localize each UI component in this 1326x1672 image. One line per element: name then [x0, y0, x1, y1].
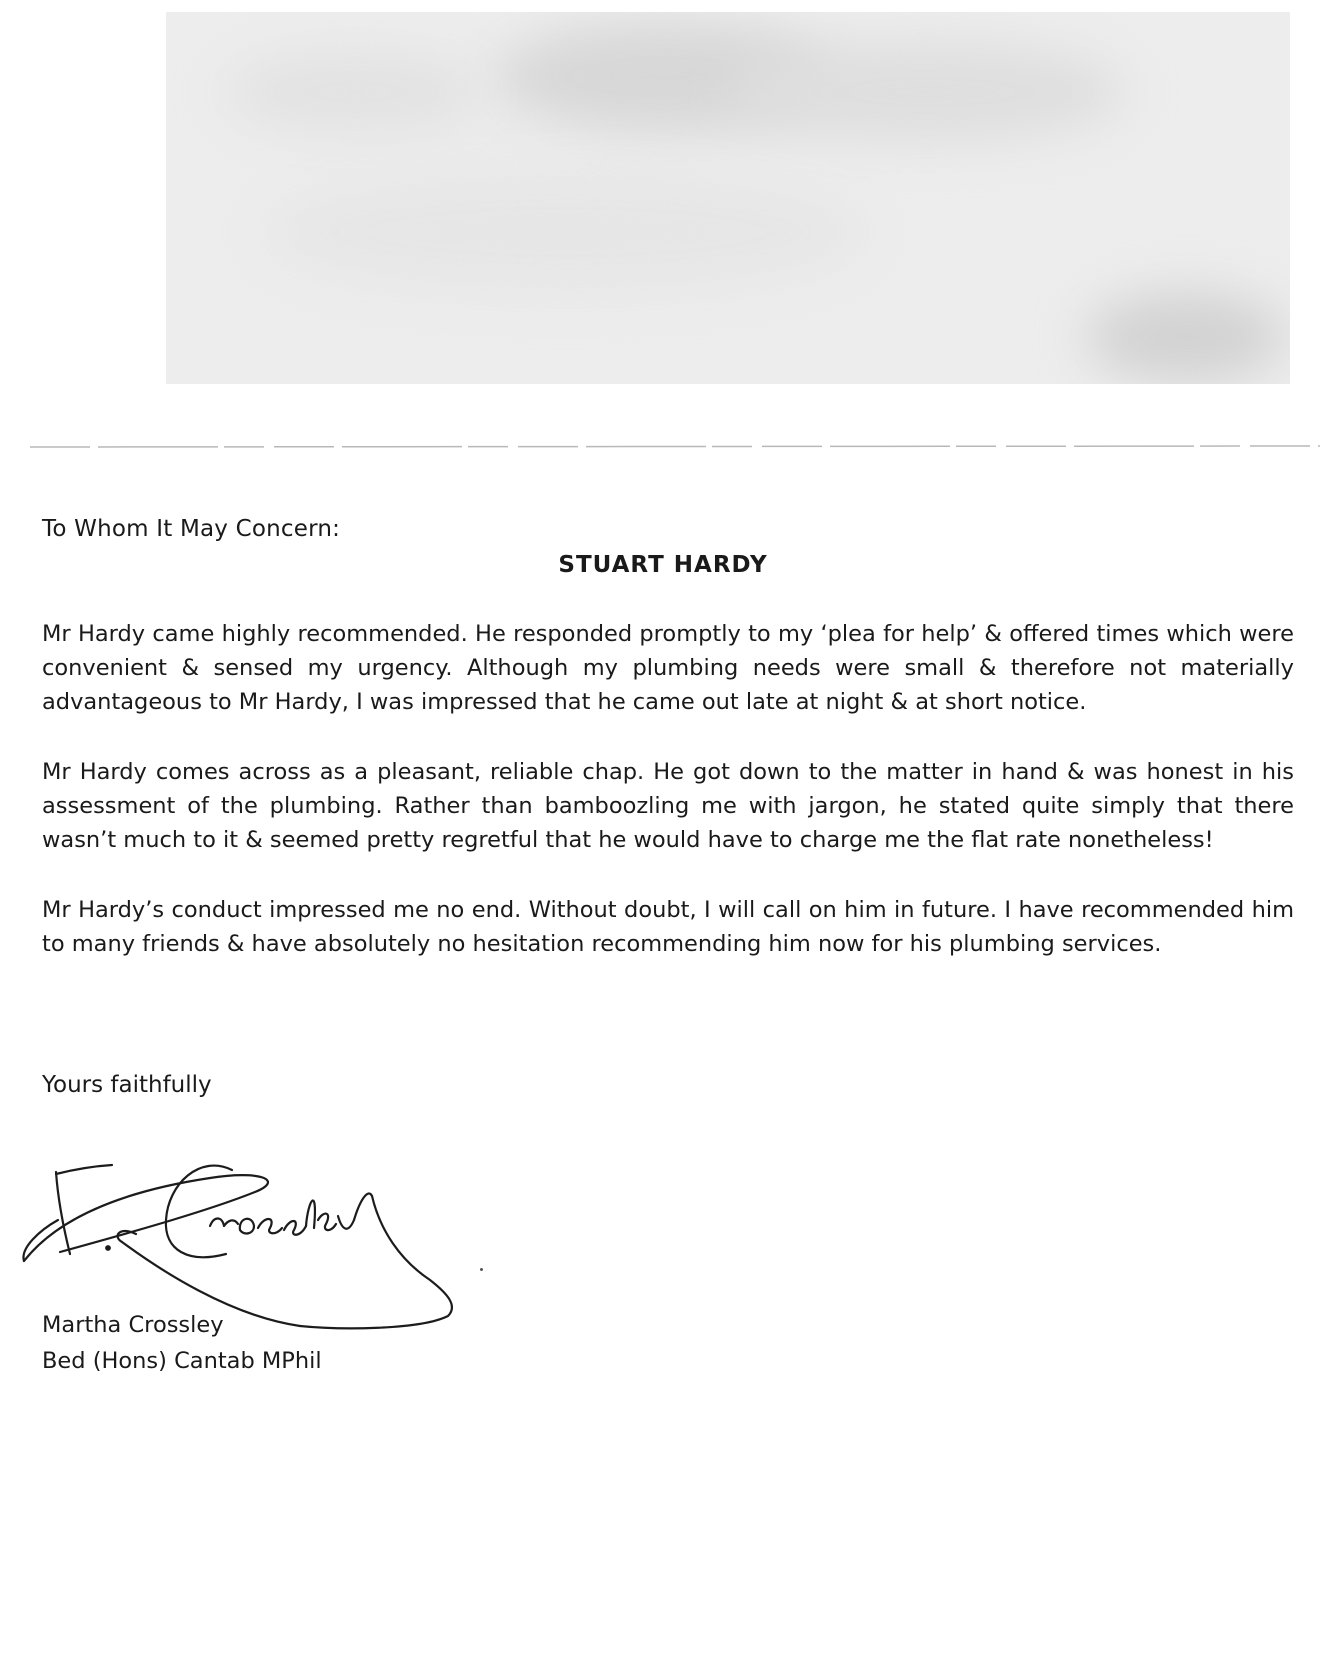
signatory-credentials: Bed (Hons) Cantab MPhil	[42, 1348, 322, 1374]
signatory-name: Martha Crossley	[42, 1312, 224, 1338]
closing: Yours faithfully	[42, 1072, 212, 1098]
salutation: To Whom It May Concern:	[42, 516, 341, 542]
header-separator-line	[0, 444, 1326, 450]
body-paragraph: Mr Hardy’s conduct impressed me no end. Without doubt, I will call on him in future. I have recommended him to many friends & have absolutely no hesitation recommending him now for his plumbing services.	[42, 897, 1294, 957]
body-paragraph: Mr Hardy came highly recommended. He responded promptly to my ‘plea for help’ & offered times which were convenient & sensed my urgency. Although my plumbing needs were small & therefore not materially advantageous to Mr Hardy, I was impressed that he came out late at night & at short notice.	[42, 621, 1294, 715]
letter-title: STUART HARDY	[558, 552, 768, 578]
body-paragraph: Mr Hardy comes across as a pleasant, reliable chap. He got down to the matter in hand & was honest in his assessment of the plumbing. Rather than bamboozling me with jargon, he stated quite simply that there wasn’t much to it & seemed pretty regretful that he would have to charge me the flat rate nonetheless!	[42, 759, 1294, 853]
ink-dot	[480, 1268, 483, 1271]
redacted-letterhead	[166, 12, 1290, 384]
